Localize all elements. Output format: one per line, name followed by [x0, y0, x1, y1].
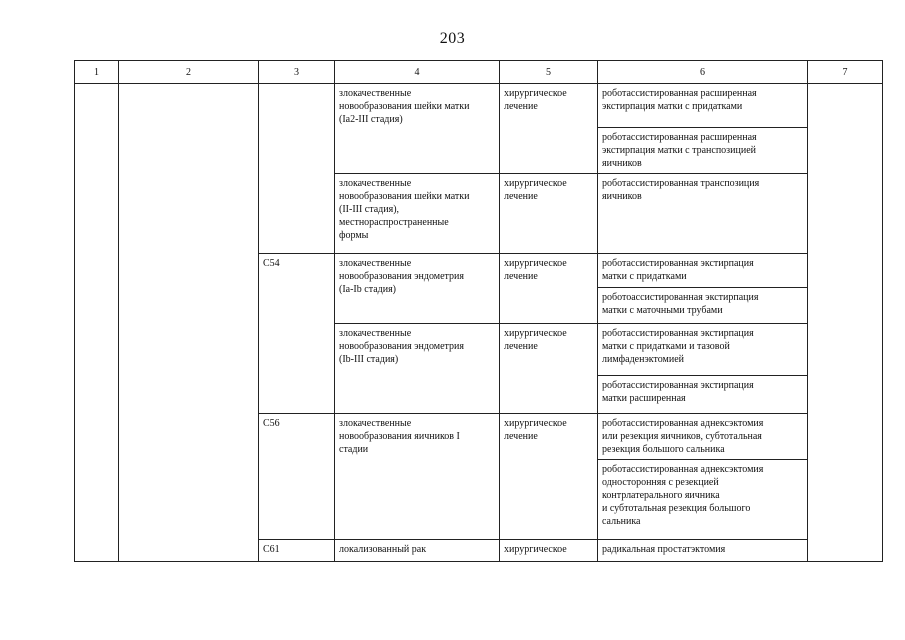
column-number-header-row: [75, 61, 883, 84]
treatment-method-cell: роботассистированная экстирпация матки с придатками и тазовой лимфаденэктомией: [598, 324, 808, 376]
column-number-header: 1: [75, 61, 119, 84]
treatment-method-cell: роботассистированная экстирпация матки расширенная: [598, 376, 808, 414]
column-2-cell: [119, 84, 259, 562]
column-number-header: 5: [500, 61, 598, 84]
icd-code-cell: C54: [259, 254, 335, 414]
column-number-header: 2: [119, 61, 259, 84]
treatment-type-cell: хирургическое лечение: [500, 174, 598, 254]
page-number: 203: [439, 30, 466, 47]
table-row: [75, 84, 883, 128]
diagnosis-cell: локализованный рак: [335, 540, 500, 562]
treatment-type-cell: хирургическое лечение: [500, 414, 598, 540]
icd-code-cell: C61: [259, 540, 335, 562]
diagnosis-cell: злокачественные новообразования эндометрия (Ia-Ib стадия): [335, 254, 500, 324]
treatment-type-cell: хирургическое лечение: [500, 84, 598, 174]
icd-code-cell: [259, 84, 335, 254]
diagnosis-cell: злокачественные новообразования эндометрия (Ib-III стадия): [335, 324, 500, 414]
treatment-method-cell: роботассистированная экстирпация матки с придатками: [598, 254, 808, 288]
treatment-type-cell: хирургическое лечение: [500, 254, 598, 324]
treatment-method-cell: роботассистированная транспозиция яичников: [598, 174, 808, 254]
treatment-method-cell: роботоассистированная экстирпация матки с маточными трубами: [598, 288, 808, 324]
diagnosis-cell: злокачественные новообразования шейки матки (II-III стадия), местнораспространенные формы: [335, 174, 500, 254]
column-number-header: 6: [598, 61, 808, 84]
medical-procedures-table: [74, 60, 883, 562]
treatment-method-cell: роботассистированная расширенная экстирпация матки с транспозицией яичников: [598, 128, 808, 174]
treatment-method-cell: роботассистированная аднексэктомия или резекция яичников, субтотальная резекция большого сальника: [598, 414, 808, 460]
treatment-type-cell: хирургическое лечение: [500, 324, 598, 414]
column-1-cell: [75, 84, 119, 562]
column-number-header: 3: [259, 61, 335, 84]
column-7-cell: [808, 84, 883, 562]
treatment-method-cell: роботассистированная аднексэктомия односторонняя с резекцией контрлатерального яичника и субтотальная резекция большого сальника: [598, 460, 808, 540]
treatment-method-cell: роботассистированная расширенная экстирпация матки с придатками: [598, 84, 808, 128]
diagnosis-cell: злокачественные новообразования яичников I стадии: [335, 414, 500, 540]
diagnosis-cell: злокачественные новообразования шейки матки (Ia2-III стадия): [335, 84, 500, 174]
treatment-method-cell: радикальная простатэктомия: [598, 540, 808, 562]
column-number-header: 4: [335, 61, 500, 84]
column-number-header: 7: [808, 61, 883, 84]
icd-code-cell: C56: [259, 414, 335, 540]
treatment-type-cell: хирургическое: [500, 540, 598, 562]
